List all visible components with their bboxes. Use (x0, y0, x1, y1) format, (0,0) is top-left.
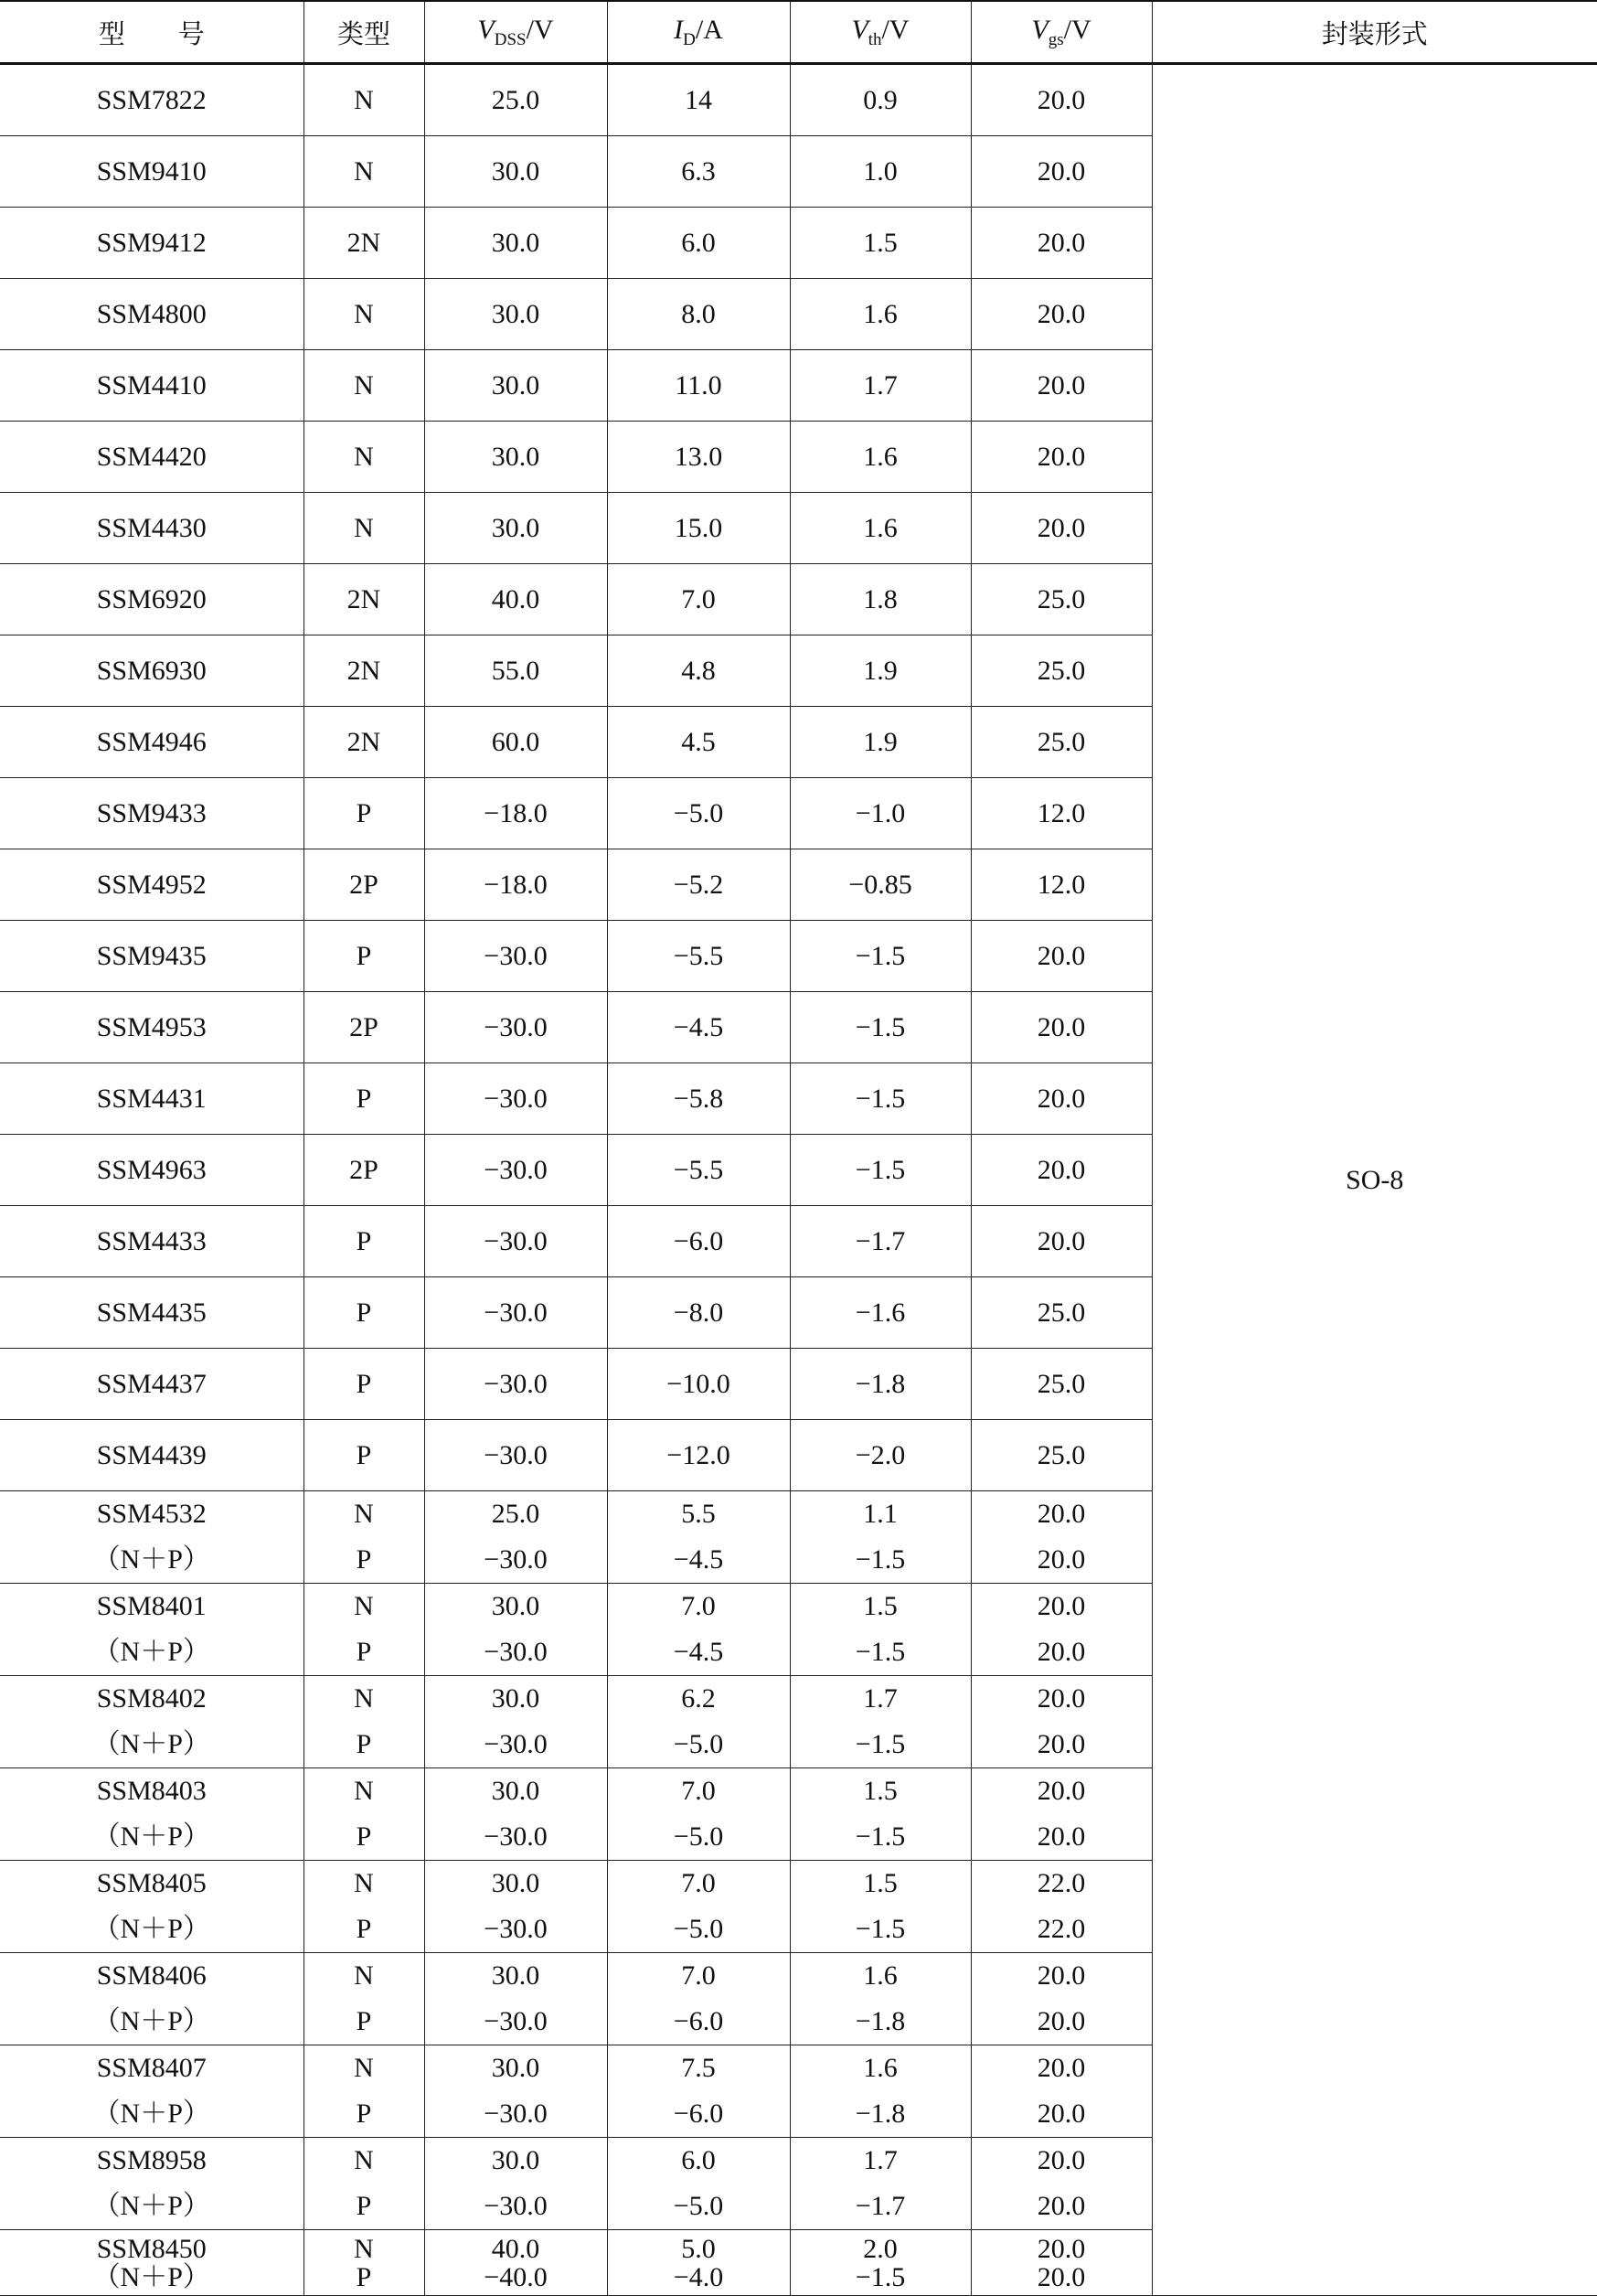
cell-id (607, 1584, 790, 1676)
cell-id (607, 1676, 790, 1768)
table-body (0, 64, 1597, 2296)
cell-id: −10.0 (607, 1349, 790, 1420)
vth-n-channel: 1.7 (863, 1683, 898, 1714)
cell-vdss (424, 2138, 607, 2230)
cell-type (303, 1768, 424, 1861)
vth-p-channel: −1.5 (855, 1729, 906, 1759)
cell-vdss (424, 1953, 607, 2045)
cell-vth (790, 1491, 971, 1584)
cell-vdss (424, 1861, 607, 1953)
vgs-n-channel: 20.0 (1037, 2053, 1086, 2083)
vgs-p-channel: 20.0 (1037, 2191, 1086, 2221)
type-n-channel: N (354, 1868, 374, 1898)
cell-id (607, 2138, 790, 2230)
cell-vdss: 25.0 (424, 64, 607, 136)
vgs-p-channel: 20.0 (1037, 1544, 1086, 1575)
model-name: SSM8405 (96, 1868, 207, 1898)
cell-type: P (303, 921, 424, 992)
model-config: （N＋P） (92, 2006, 210, 2036)
cell-type: N (303, 350, 424, 422)
cell-model (0, 2045, 303, 2138)
cell-id: 11.0 (607, 350, 790, 422)
cell-type: N (303, 136, 424, 208)
cell-vgs: 25.0 (971, 1277, 1152, 1349)
cell-vth: −1.5 (790, 1135, 971, 1206)
type-p-channel: P (356, 1637, 372, 1667)
id-p-channel: −5.0 (673, 2191, 724, 2221)
cell-package: SO-8 (1152, 64, 1597, 2296)
cell-vth (790, 1861, 971, 1953)
vgs-p-channel: 20.0 (1037, 2098, 1086, 2129)
cell-model (0, 1768, 303, 1861)
cell-vgs: 20.0 (971, 279, 1152, 350)
cell-id: −8.0 (607, 1277, 790, 1349)
vth-p-channel: −1.5 (855, 2261, 906, 2292)
cell-id (607, 1768, 790, 1861)
vdss-n-channel: 25.0 (491, 1499, 540, 1529)
cell-id: 7.0 (607, 564, 790, 635)
cell-id: 13.0 (607, 422, 790, 493)
cell-model (0, 2230, 303, 2296)
cell-vdss: −30.0 (424, 1349, 607, 1420)
type-n-channel: N (354, 1591, 374, 1621)
id-p-channel: −4.5 (673, 1544, 724, 1575)
cell-model: SSM4420 (0, 422, 303, 493)
cell-model: SSM7822 (0, 64, 303, 136)
vdss-n-channel: 30.0 (491, 1868, 540, 1898)
cell-vdss: −30.0 (424, 992, 607, 1063)
vdss-p-channel: −30.0 (484, 1821, 548, 1852)
cell-model: SSM9435 (0, 921, 303, 992)
cell-id: −4.5 (607, 992, 790, 1063)
id-p-channel: −5.0 (673, 1914, 724, 1944)
cell-type: P (303, 1206, 424, 1277)
vdss-n-channel: 30.0 (491, 2145, 540, 2175)
type-n-channel: N (354, 2053, 374, 2083)
cell-vth: −1.8 (790, 1349, 971, 1420)
id-p-channel: −5.0 (673, 1729, 724, 1759)
cell-vdss: 30.0 (424, 350, 607, 422)
cell-vgs: 20.0 (971, 208, 1152, 279)
vdss-p-channel: −30.0 (484, 1914, 548, 1944)
vgs-p-channel: 22.0 (1037, 1914, 1086, 1944)
cell-id: 6.0 (607, 208, 790, 279)
cell-vgs: 20.0 (971, 64, 1152, 136)
cell-vgs (971, 1861, 1152, 1953)
cell-type: N (303, 279, 424, 350)
cell-vgs: 20.0 (971, 422, 1152, 493)
cell-vdss (424, 1768, 607, 1861)
cell-model (0, 1584, 303, 1676)
type-p-channel: P (356, 2261, 372, 2292)
cell-vdss: −30.0 (424, 1135, 607, 1206)
cell-type (303, 1584, 424, 1676)
cell-vth: −1.5 (790, 1063, 971, 1135)
cell-id: −5.8 (607, 1063, 790, 1135)
cell-type: P (303, 1349, 424, 1420)
cell-vth (790, 2138, 971, 2230)
cell-vgs: 20.0 (971, 350, 1152, 422)
type-n-channel: N (354, 2233, 374, 2264)
cell-vdss (424, 2230, 607, 2296)
cell-id: 14 (607, 64, 790, 136)
vgs-n-channel: 20.0 (1037, 2233, 1086, 2264)
cell-vdss: 30.0 (424, 422, 607, 493)
cell-vth (790, 1768, 971, 1861)
cell-vgs (971, 2230, 1152, 2296)
id-p-channel: −5.0 (673, 1821, 724, 1852)
cell-vth (790, 1676, 971, 1768)
cell-vth: 1.9 (790, 707, 971, 778)
cell-vth: 0.9 (790, 64, 971, 136)
header-row (0, 1, 1597, 64)
cell-vth: 1.5 (790, 208, 971, 279)
cell-vth: 1.8 (790, 564, 971, 635)
model-name: SSM8401 (96, 1591, 207, 1621)
cell-model: SSM6930 (0, 635, 303, 707)
id-n-channel: 6.0 (681, 2145, 716, 2175)
cell-vgs: 20.0 (971, 1206, 1152, 1277)
cell-vth (790, 1953, 971, 2045)
id-n-channel: 6.2 (681, 1683, 716, 1714)
type-p-channel: P (356, 1729, 372, 1759)
cell-vdss: −30.0 (424, 1420, 607, 1491)
vgs-p-channel: 20.0 (1037, 1729, 1086, 1759)
cell-vdss: −30.0 (424, 1277, 607, 1349)
cell-type (303, 1491, 424, 1584)
vth-p-channel: −1.8 (855, 2098, 906, 2129)
vdss-n-channel: 30.0 (491, 1683, 540, 1714)
vdss-n-channel: 30.0 (491, 1776, 540, 1806)
vgs-n-channel: 20.0 (1037, 1499, 1086, 1529)
cell-type: P (303, 778, 424, 849)
cell-model: SSM4430 (0, 493, 303, 564)
cell-vgs (971, 2045, 1152, 2138)
vth-p-channel: −1.5 (855, 1821, 906, 1852)
vth-n-channel: 1.6 (863, 2053, 898, 2083)
cell-vth: −1.7 (790, 1206, 971, 1277)
cell-type (303, 1861, 424, 1953)
id-p-channel: −4.5 (673, 1637, 724, 1667)
cell-id: 6.3 (607, 136, 790, 208)
cell-model: SSM4410 (0, 350, 303, 422)
cell-id: −5.5 (607, 921, 790, 992)
type-p-channel: P (356, 2191, 372, 2221)
cell-model: SSM4435 (0, 1277, 303, 1349)
cell-vth: 1.0 (790, 136, 971, 208)
cell-vgs: 20.0 (971, 992, 1152, 1063)
vdss-n-channel: 30.0 (491, 1960, 540, 1991)
cell-id: 4.8 (607, 635, 790, 707)
vdss-n-channel: 40.0 (491, 2233, 540, 2264)
cell-model: SSM4963 (0, 1135, 303, 1206)
type-n-channel: N (354, 2145, 374, 2175)
cell-vth: 1.6 (790, 422, 971, 493)
header-id: $I_D/A$ (607, 1, 790, 64)
cell-id: 4.5 (607, 707, 790, 778)
cell-vdss: −30.0 (424, 1206, 607, 1277)
cell-model (0, 2138, 303, 2230)
cell-type (303, 1676, 424, 1768)
cell-vth (790, 2230, 971, 2296)
model-config: （N＋P） (92, 2261, 210, 2292)
vgs-n-channel: 20.0 (1037, 1960, 1086, 1991)
cell-vth: 1.6 (790, 279, 971, 350)
cell-vth: 1.7 (790, 350, 971, 422)
cell-type: N (303, 422, 424, 493)
vgs-p-channel: 20.0 (1037, 2006, 1086, 2036)
vth-n-channel: 2.0 (863, 2233, 898, 2264)
type-p-channel: P (356, 2006, 372, 2036)
vdss-p-channel: −30.0 (484, 1637, 548, 1667)
vth-p-channel: −1.7 (855, 2191, 906, 2221)
cell-vgs: 20.0 (971, 921, 1152, 992)
cell-vgs: 25.0 (971, 707, 1152, 778)
cell-vgs (971, 2138, 1152, 2230)
cell-model: SSM4437 (0, 1349, 303, 1420)
id-n-channel: 5.5 (681, 1499, 716, 1529)
type-n-channel: N (354, 1499, 374, 1529)
vdss-n-channel: 30.0 (491, 1591, 540, 1621)
vgs-n-channel: 20.0 (1037, 2145, 1086, 2175)
cell-vdss (424, 1491, 607, 1584)
cell-id: −12.0 (607, 1420, 790, 1491)
vgs-p-channel: 20.0 (1037, 2261, 1086, 2292)
cell-vdss: 30.0 (424, 136, 607, 208)
cell-model (0, 1861, 303, 1953)
model-name: SSM8958 (96, 2145, 207, 2175)
cell-vdss: 55.0 (424, 635, 607, 707)
model-name: SSM8450 (96, 2233, 207, 2264)
cell-vth: −1.6 (790, 1277, 971, 1349)
cell-vth: −1.5 (790, 921, 971, 992)
cell-vgs (971, 1676, 1152, 1768)
cell-vgs: 20.0 (971, 1063, 1152, 1135)
cell-type: P (303, 1277, 424, 1349)
cell-vth: 1.9 (790, 635, 971, 707)
cell-vdss (424, 1584, 607, 1676)
cell-id (607, 1491, 790, 1584)
vdss-p-channel: −30.0 (484, 2191, 548, 2221)
type-p-channel: P (356, 1914, 372, 1944)
model-config: （N＋P） (92, 1914, 210, 1944)
model-config: （N＋P） (92, 1637, 210, 1667)
vth-n-channel: 1.1 (863, 1499, 898, 1529)
cell-vgs: 25.0 (971, 635, 1152, 707)
vdss-p-channel: −30.0 (484, 1544, 548, 1575)
id-n-channel: 7.0 (681, 1591, 716, 1621)
cell-id: −6.0 (607, 1206, 790, 1277)
cell-vth: −2.0 (790, 1420, 971, 1491)
cell-model: SSM9433 (0, 778, 303, 849)
cell-id (607, 1861, 790, 1953)
cell-vth: −1.5 (790, 992, 971, 1063)
cell-model: SSM4946 (0, 707, 303, 778)
vth-n-channel: 1.5 (863, 1591, 898, 1621)
cell-vth: 1.6 (790, 493, 971, 564)
model-config: （N＋P） (92, 1544, 210, 1575)
vdss-p-channel: −40.0 (484, 2261, 548, 2292)
model-config: （N＋P） (92, 2191, 210, 2221)
vth-n-channel: 1.6 (863, 1960, 898, 1991)
cell-vdss: −18.0 (424, 778, 607, 849)
cell-model: SSM4953 (0, 992, 303, 1063)
cell-model: SSM4952 (0, 849, 303, 921)
cell-type: 2P (303, 992, 424, 1063)
model-name: SSM8403 (96, 1776, 207, 1806)
cell-id (607, 2230, 790, 2296)
cell-vgs: 25.0 (971, 564, 1152, 635)
cell-model: SSM4439 (0, 1420, 303, 1491)
cell-vgs: 12.0 (971, 849, 1152, 921)
cell-type: 2N (303, 564, 424, 635)
cell-vth: −1.0 (790, 778, 971, 849)
cell-type: N (303, 493, 424, 564)
id-n-channel: 5.0 (681, 2233, 716, 2264)
cell-vdss: 40.0 (424, 564, 607, 635)
header-package: 封装形式 (1152, 1, 1597, 64)
vdss-p-channel: −30.0 (484, 2098, 548, 2129)
cell-type: 2P (303, 1135, 424, 1206)
cell-vdss: −18.0 (424, 849, 607, 921)
cell-type: 2N (303, 208, 424, 279)
cell-model (0, 1953, 303, 2045)
cell-model: SSM6920 (0, 564, 303, 635)
cell-vgs: 25.0 (971, 1349, 1152, 1420)
cell-id: −5.5 (607, 1135, 790, 1206)
cell-vth: −0.85 (790, 849, 971, 921)
type-p-channel: P (356, 1544, 372, 1575)
cell-type: 2N (303, 635, 424, 707)
type-n-channel: N (354, 1683, 374, 1714)
cell-vgs: 25.0 (971, 1420, 1152, 1491)
cell-vdss (424, 1676, 607, 1768)
vdss-p-channel: −30.0 (484, 2006, 548, 2036)
cell-type (303, 2138, 424, 2230)
vgs-p-channel: 20.0 (1037, 1821, 1086, 1852)
header-model: 型 号 (0, 1, 303, 64)
id-p-channel: −4.0 (673, 2261, 724, 2292)
cell-model: SSM4431 (0, 1063, 303, 1135)
cell-vgs: 12.0 (971, 778, 1152, 849)
cell-vgs (971, 1584, 1152, 1676)
vth-p-channel: −1.5 (855, 1544, 906, 1575)
model-config: （N＋P） (92, 1821, 210, 1852)
cell-vdss: 60.0 (424, 707, 607, 778)
cell-type: 2P (303, 849, 424, 921)
id-n-channel: 7.0 (681, 1868, 716, 1898)
type-n-channel: N (354, 1776, 374, 1806)
model-name: SSM4532 (96, 1499, 207, 1529)
model-name: SSM8407 (96, 2053, 207, 2083)
vgs-n-channel: 20.0 (1037, 1776, 1086, 1806)
header-vth: $V_{th}/V$ (790, 1, 971, 64)
id-n-channel: 7.0 (681, 1776, 716, 1806)
cell-vdss: −30.0 (424, 1063, 607, 1135)
vdss-n-channel: 30.0 (491, 2053, 540, 2083)
cell-type: P (303, 1420, 424, 1491)
cell-vgs: 20.0 (971, 1135, 1152, 1206)
cell-vdss: 30.0 (424, 493, 607, 564)
id-n-channel: 7.5 (681, 2053, 716, 2083)
cell-model: SSM9410 (0, 136, 303, 208)
header-vgs: $V_{gs}/V$ (971, 1, 1152, 64)
vgs-n-channel: 20.0 (1037, 1683, 1086, 1714)
vgs-n-channel: 20.0 (1037, 1591, 1086, 1621)
cell-type: N (303, 64, 424, 136)
cell-vgs: 20.0 (971, 136, 1152, 208)
cell-vdss (424, 2045, 607, 2138)
id-p-channel: −6.0 (673, 2006, 724, 2036)
cell-model: SSM4433 (0, 1206, 303, 1277)
vth-p-channel: −1.8 (855, 2006, 906, 2036)
cell-id: −5.0 (607, 778, 790, 849)
cell-id: 8.0 (607, 279, 790, 350)
cell-id: −5.2 (607, 849, 790, 921)
vth-n-channel: 1.5 (863, 1868, 898, 1898)
cell-type: P (303, 1063, 424, 1135)
cell-type: 2N (303, 707, 424, 778)
cell-vdss: 30.0 (424, 208, 607, 279)
type-p-channel: P (356, 2098, 372, 2129)
cell-type (303, 1953, 424, 2045)
cell-id (607, 2045, 790, 2138)
header-type: 类型 (303, 1, 424, 64)
id-p-channel: −6.0 (673, 2098, 724, 2129)
header-vdss: $V_{DSS}/V$ (424, 1, 607, 64)
vdss-p-channel: −30.0 (484, 1729, 548, 1759)
cell-id: 15.0 (607, 493, 790, 564)
cell-id (607, 1953, 790, 2045)
vgs-n-channel: 22.0 (1037, 1868, 1086, 1898)
cell-model (0, 1676, 303, 1768)
cell-vgs (971, 1768, 1152, 1861)
model-config: （N＋P） (92, 2098, 210, 2129)
vgs-p-channel: 20.0 (1037, 1637, 1086, 1667)
cell-model: SSM9412 (0, 208, 303, 279)
cell-vth (790, 2045, 971, 2138)
vth-p-channel: −1.5 (855, 1914, 906, 1944)
vth-n-channel: 1.7 (863, 2145, 898, 2175)
cell-vgs: 20.0 (971, 493, 1152, 564)
cell-vgs (971, 1953, 1152, 2045)
cell-type (303, 2230, 424, 2296)
table-row (0, 64, 1597, 136)
type-p-channel: P (356, 1821, 372, 1852)
cell-vgs (971, 1491, 1152, 1584)
vth-p-channel: −1.5 (855, 1637, 906, 1667)
model-config: （N＋P） (92, 1729, 210, 1759)
model-name: SSM8402 (96, 1683, 207, 1714)
cell-vth (790, 1584, 971, 1676)
type-n-channel: N (354, 1960, 374, 1991)
cell-type (303, 2045, 424, 2138)
cell-model (0, 1491, 303, 1584)
cell-model: SSM4800 (0, 279, 303, 350)
cell-vdss: 30.0 (424, 279, 607, 350)
model-name: SSM8406 (96, 1960, 207, 1991)
cell-vdss: −30.0 (424, 921, 607, 992)
vth-n-channel: 1.5 (863, 1776, 898, 1806)
id-n-channel: 7.0 (681, 1960, 716, 1991)
